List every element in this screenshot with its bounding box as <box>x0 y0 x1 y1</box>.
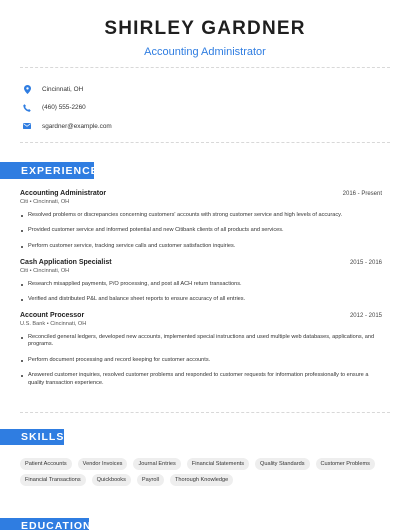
header-divider <box>20 67 390 68</box>
location-text: Cincinnati, OH <box>42 85 84 93</box>
job-entry <box>20 312 382 395</box>
skill-tag: Financial Transactions <box>20 474 86 486</box>
contact-location <box>22 80 388 98</box>
contact-email[interactable] <box>22 117 388 135</box>
phone-icon <box>22 103 32 113</box>
job-bullet: Resolved problems or discrepancies concerning customers' accounts with strong customer service and high levels of accuracy. <box>20 212 382 219</box>
skill-tag: Vendor Invoices <box>78 458 128 470</box>
job-company: Citi • Cincinnati, OH <box>20 199 70 205</box>
job-title: Accounting Administrator <box>20 190 107 197</box>
job-dates: 2016 - Present <box>342 191 382 197</box>
skill-tag: Quality Standards <box>255 458 309 470</box>
job-company: Citi • Cincinnati, OH <box>20 268 70 274</box>
skills-list <box>20 458 382 490</box>
job-entry <box>20 259 382 312</box>
job-title: Account Processor <box>20 312 85 319</box>
job-entry <box>20 190 382 258</box>
resume-header <box>0 0 410 58</box>
job-bullet: Perform document processing and record keeping for customer accounts. <box>20 357 382 364</box>
skill-tag: Thorough Knowledge <box>170 474 233 486</box>
candidate-name: SHIRLEY GARDNER <box>104 18 306 39</box>
candidate-title: Accounting Administrator <box>144 46 266 58</box>
job-dates: 2012 - 2015 <box>349 313 382 319</box>
skill-tag: Patient Accounts <box>20 458 72 470</box>
job-title: Cash Application Specialist <box>20 259 112 266</box>
skill-tag: Payroll <box>137 474 164 486</box>
skills-row <box>20 474 382 486</box>
email-text[interactable]: sgardner@example.com <box>42 122 112 130</box>
education-heading: EDUCATION <box>0 518 89 530</box>
experience-heading: EXPERIENCE <box>0 162 94 179</box>
skill-tag: Financial Statements <box>187 458 249 470</box>
job-bullet: Verified and distributed P&L and balance sheet reports to ensure accuracy of all entries. <box>20 296 382 303</box>
envelope-icon <box>22 121 32 131</box>
phone-text: (460) 555-2260 <box>42 104 86 111</box>
contact-block <box>0 80 410 136</box>
contact-phone <box>22 99 388 117</box>
job-bullet: Provided customer service and informed potential and new Citibank clients of all products and services. <box>20 227 382 234</box>
skill-tag: Quickbooks <box>92 474 131 486</box>
job-bullet: Research misapplied payments, P/O processing, and post all ACH return transactions. <box>20 281 382 288</box>
skills-heading: SKILLS <box>0 429 64 445</box>
job-company: U.S. Bank • Cincinnati, OH <box>20 321 87 327</box>
job-dates: 2015 - 2016 <box>349 260 382 266</box>
skill-tag: Customer Problems <box>316 458 375 470</box>
job-bullet: Answered customer inquiries, resolved customer problems and responded to customer requests for information professionally to ensure a quality transaction experience. <box>20 372 382 387</box>
skill-tag: Journal Entries <box>133 458 180 470</box>
experience-divider <box>20 412 390 413</box>
job-bullet: Perform customer service, tracking service calls and customer satisfaction inquiries. <box>20 243 382 250</box>
location-pin-icon <box>22 84 32 94</box>
contact-divider <box>20 142 390 143</box>
job-bullet: Reconciled general ledgers, developed new accounts, implemented special instructions and used multiple web databases, applications, and programs. <box>20 334 382 349</box>
skills-row <box>20 458 382 470</box>
